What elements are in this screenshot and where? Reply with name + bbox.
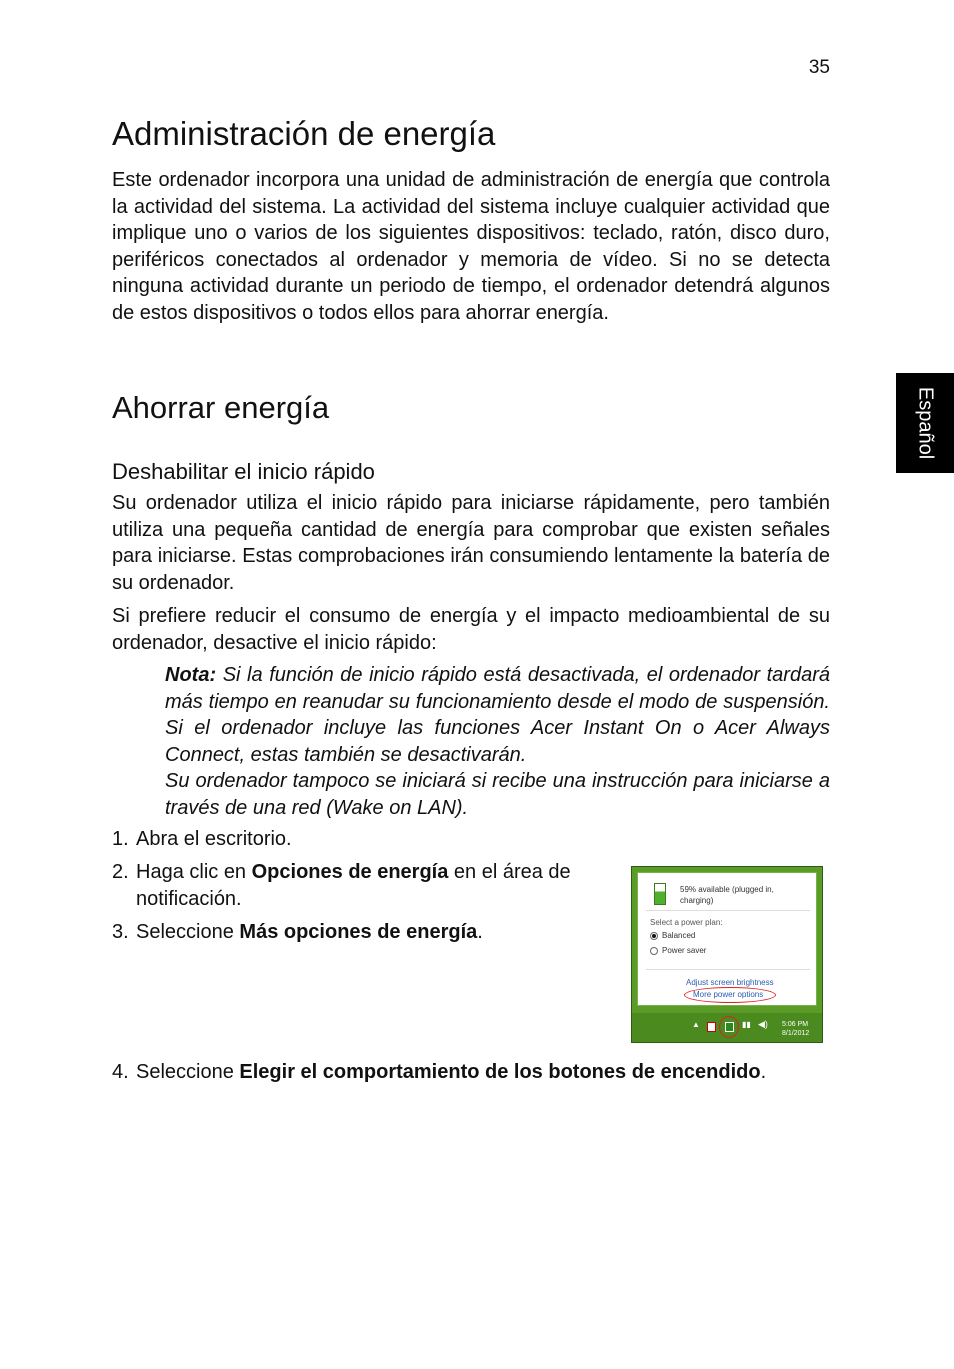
more-power-options-link[interactable]: More power options: [693, 990, 764, 999]
step-text-post: .: [477, 921, 483, 943]
step-number: 2.: [112, 861, 129, 883]
signal-icon[interactable]: ▮▮: [742, 1020, 751, 1029]
note-block: [165, 662, 830, 821]
highlight-circle: [719, 1016, 739, 1038]
note-label: Nota:: [165, 664, 217, 686]
step-text-pre: Seleccione: [136, 1061, 240, 1083]
language-tab-label: Español: [914, 386, 937, 460]
topic-title: Deshabilitar el inicio rápido: [112, 459, 375, 484]
clock-time: 5:06 PM: [782, 1021, 809, 1028]
divider: [646, 969, 810, 970]
clock-date: 8/1/2012: [782, 1030, 810, 1037]
step-3: [112, 919, 483, 946]
radio-balanced[interactable]: [650, 932, 658, 940]
note-text-1: Si la función de inicio rápido está desactivada, el ordenador tardará más tiempo en reanudar su funcionamiento desde el modo de suspensión. Si el ordenador incluye las funciones Acer Instant On o Acer Always Connect, estas también se desactivarán.: [165, 664, 830, 766]
step-number: 1.: [112, 828, 129, 850]
taskbar: [632, 1013, 822, 1042]
step-text: [136, 1059, 766, 1086]
step-text-bold: Opciones de energía: [251, 861, 449, 883]
step-1: [112, 826, 292, 853]
step-4: [112, 1059, 766, 1086]
step-number: 3.: [112, 921, 129, 943]
step-2: [112, 859, 622, 913]
radio-power-saver[interactable]: [650, 947, 658, 955]
language-tab: [896, 373, 954, 473]
step-text-pre: Haga clic en: [136, 861, 252, 883]
power-flyout: [637, 872, 817, 1006]
plan-label: Select a power plan:: [650, 918, 723, 927]
step-number: 4.: [112, 1061, 129, 1083]
step-text-pre: Seleccione: [136, 921, 240, 943]
step-text: Abra el escritorio.: [136, 828, 292, 850]
step-text-post: en el área de notificación.: [136, 861, 571, 910]
intro-paragraph: Este ordenador incorpora una unidad de administración de energía que controla la actividad del sistema. La actividad del sistema incluye cualquier actividad que implique uno o varios de los siguientes dispositivos: teclado, ratón, disco duro, periféricos conectados al ordenador y memoria de vídeo. Si no se detecta ninguna actividad durante un periodo de tiempo, el ordenador detendrá algunos de estos dispositivos o todos ellos para ahorrar energía.: [112, 169, 830, 324]
plan-saver-label[interactable]: Power saver: [662, 946, 707, 955]
up-arrow-icon[interactable]: ▲: [692, 1020, 700, 1029]
flag-icon[interactable]: [707, 1022, 716, 1032]
step-text-bold: Más opciones de energía: [239, 921, 478, 943]
battery-icon: [654, 883, 666, 905]
power-options-screenshot: [631, 866, 823, 1043]
step-text-post: .: [760, 1061, 767, 1083]
plan-balanced-label[interactable]: Balanced: [662, 931, 696, 940]
speaker-icon[interactable]: ◀): [758, 1019, 768, 1029]
adjust-brightness-link[interactable]: Adjust screen brightness: [686, 978, 774, 987]
step-text-bold: Elegir el comportamiento de los botones de encendido: [239, 1061, 761, 1083]
subsection-title: Ahorrar energía: [112, 390, 330, 425]
clock[interactable]: [782, 1020, 809, 1038]
fast-startup-paragraph: Su ordenador utiliza el inicio rápido para iniciarse rápidamente, pero también utiliza una pequeña cantidad de energía para comprobar que existen señales para iniciarse. Estas comprobaciones irán consumiendo lentamente la batería de su ordenador.: [112, 492, 830, 594]
step-text: [136, 919, 483, 946]
note-text-2: Su ordenador tampoco se iniciará si recibe una instrucción para iniciarse a través de una red (Wake on LAN).: [165, 770, 830, 819]
highlight-oval: [684, 987, 776, 1003]
reduce-consumption-paragraph: Si prefiere reducir el consumo de energía y el impacto medioambiental de su ordenador, desactive el inicio rápido:: [112, 605, 830, 654]
page-number: 35: [808, 57, 830, 78]
battery-status: 59% available (plugged in, charging): [680, 885, 774, 905]
step-text: [136, 859, 618, 913]
note-text: [165, 662, 830, 768]
section-title: Administración de energía: [112, 115, 496, 152]
divider: [646, 910, 810, 911]
